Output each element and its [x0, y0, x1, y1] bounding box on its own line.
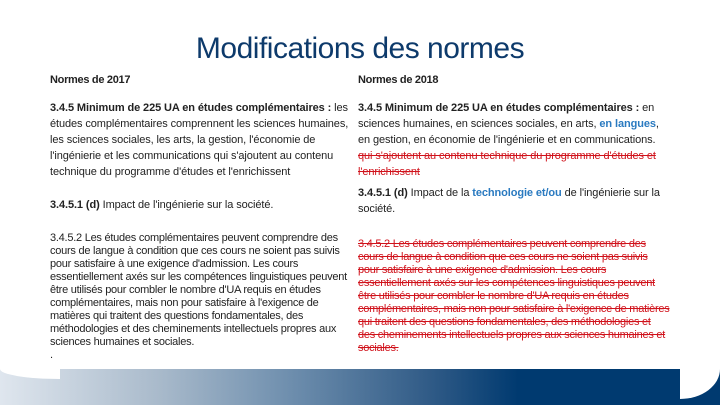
clause-text: Impact de la: [407, 187, 473, 199]
clause-text: 3.4.5.2 Les études complémentaires peuvent comprendre des cours de langue à condition que ces cours ne soient pas suivis pour satisfaire à une exigence d'admission. Les cours essentiellement axés sur les compétences linguistiques peuvent être utilisés pour combler le nombre d'UA requis en études complémentaires, mais non pour satisfaire à l'exigence de matières qui traitent des questions fondamentales, des méthodologies et des cheminements intellectuels propres aux sciences humaines et sociales.: [50, 232, 347, 348]
clause-number: 3.4.5.1 (d): [50, 199, 100, 211]
standard-2017-3-4-5: [50, 100, 358, 180]
standard-2017-3-4-5-1: [50, 197, 358, 213]
added-text: technologie et/ou: [472, 187, 562, 199]
clause-text: , en gestion, en économie de l'ingénierie et en communications.: [358, 118, 659, 146]
deleted-text: qui s'ajoutent au contenu technique du programme d'études et l'enrichissent: [358, 150, 656, 178]
added-text: en langues: [599, 118, 656, 130]
trailing-dot: .: [50, 349, 53, 361]
standard-2018-3-4-5: [358, 100, 670, 180]
standard-2017-3-4-5-2: [50, 232, 358, 362]
clause-text: de l'ingénierie sur la société.: [358, 187, 660, 215]
deleted-text: 3.4.5.2 Les études complémentaires peuvent comprendre des cours de langue à condition que ces cours ne soient pas suivis pour satisfaire à une exigence d'admission. Les cours essentiellement axés sur les compétences linguistiques peuvent être utilisés pour combler le nombre d'UA requis en études complémentaires, mais non pour satisfaire à l'exigence de matières qui traitent des questions fondamentales, des méthodologies et des cheminements intellectuels propres aux sciences humaines et sociales.: [358, 238, 670, 354]
clause-text: les études complémentaires comprennent les sciences humaines, les sciences sociales, les arts, la gestion, l'économie de l'ingénierie et les communications qui s'ajoutent au contenu technique du programme d'études et l'enrichissent: [50, 102, 349, 178]
clause-text: Impact de l'ingénierie sur la société.: [99, 199, 274, 211]
page-title: Modifications des normes: [195, 32, 525, 65]
clause-number: 3.4.5.1 (d): [358, 187, 408, 199]
clause-text: en sciences humaines, en sciences sociales, en arts,: [358, 102, 655, 130]
standard-2018-3-4-5-1: [358, 185, 670, 217]
standard-2018-3-4-5-2: [358, 238, 670, 355]
column-heading-2018: Normes de 2018: [358, 74, 439, 86]
clause-number: 3.4.5 Minimum de 225 UA en études complémentaires :: [50, 102, 332, 114]
column-heading-2017: Normes de 2017: [50, 74, 131, 86]
footer-band: [0, 369, 720, 405]
clause-number: 3.4.5 Minimum de 225 UA en études complémentaires :: [358, 102, 640, 114]
